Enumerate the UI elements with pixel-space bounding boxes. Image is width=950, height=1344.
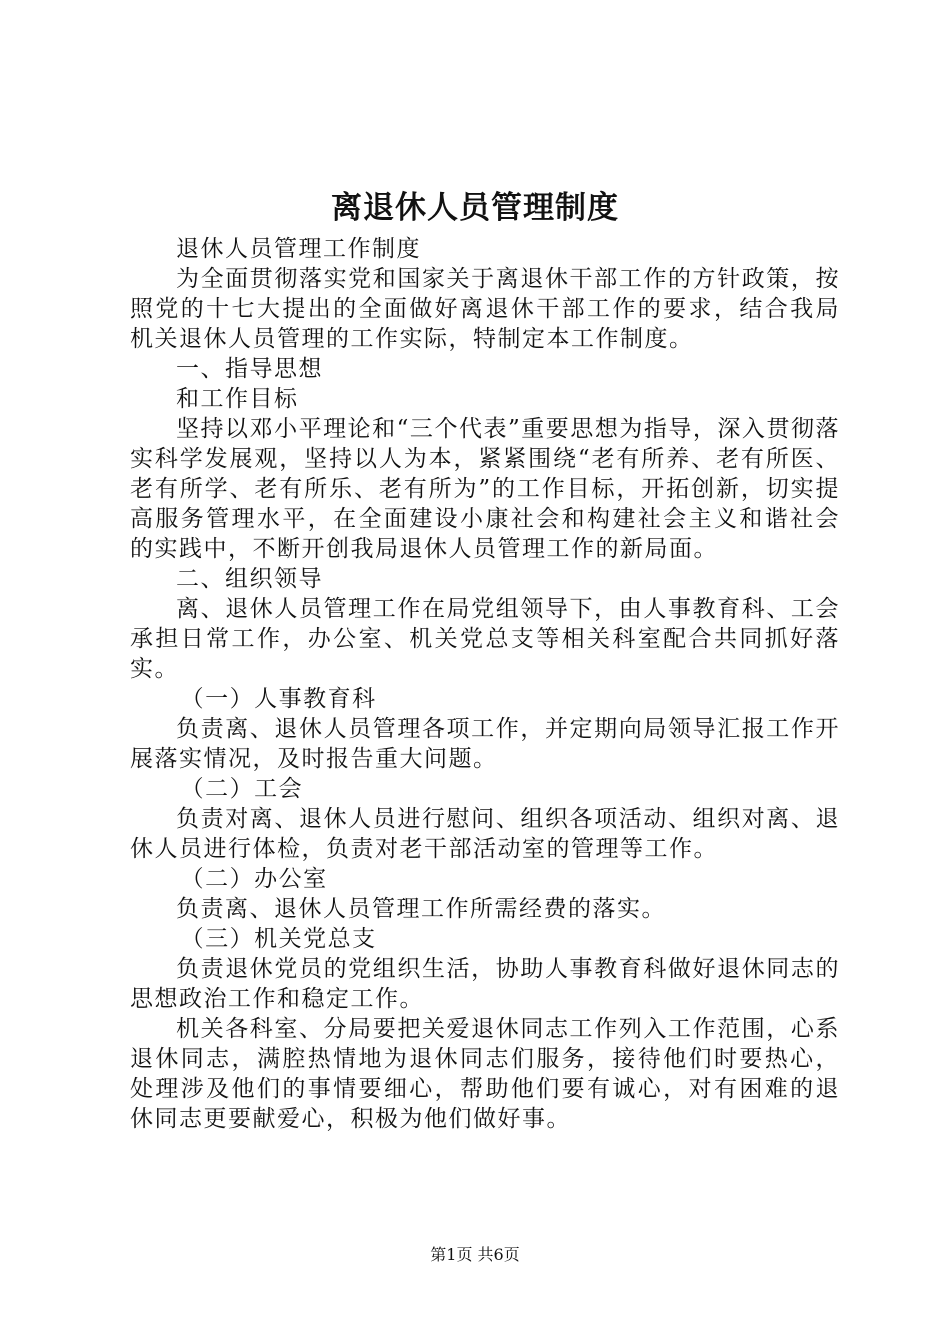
paragraph-office: 负责离、退休人员管理工作所需经费的落实。 [176, 896, 666, 922]
paragraph-hr: 负责离、退休人员管理各项工作，并定期向局领导汇报工作开展落实情况，及时报告重大问题。 [130, 716, 840, 772]
document-title: 离退休人员管理制度 [331, 190, 619, 226]
paragraph-organization: 离、退休人员管理工作在局党组领导下，由人事教育科、工会承担日常工作，办公室、机关党总支等相关科室配合共同抓好落实。 [130, 596, 840, 682]
section-heading-1-cont: 和工作目标 [176, 386, 299, 412]
subheading-party-branch: （三）机关党总支 [180, 926, 377, 952]
paragraph-guiding-thought: 坚持以邓小平理论和“三个代表”重要思想为指导，深入贯彻落实科学发展观，坚持以人为本，紧紧围绕“老有所养、老有所医、老有所学、老有所乐、老有所为”的工作目标，开拓创新，切实提高服务管理水平，在全面建设小康社会和构建社会主义和谐社会的实践中，不断开创我局退休人员管理工作的新局面。 [130, 416, 840, 562]
subheading-union: （二）工会 [180, 776, 304, 802]
paragraph-union: 负责对离、退休人员进行慰问、组织各项活动、组织对离、退休人员进行体检，负责对老干部活动室的管理等工作。 [130, 806, 840, 862]
document-body [130, 234, 840, 1134]
paragraph-party-branch: 负责退休党员的党组织生活，协助人事教育科做好退休同志的思想政治工作和稳定工作。 [130, 956, 840, 1012]
page-footer: 第1页 共6页 [430, 1245, 520, 1264]
paragraph-subtitle: 退休人员管理工作制度 [176, 236, 421, 262]
section-heading-1: 一、指导思想 [176, 356, 323, 382]
paragraph-intro: 为全面贯彻落实党和国家关于离退休干部工作的方针政策，按照党的十七大提出的全面做好离退休干部工作的要求，结合我局机关退休人员管理的工作实际，特制定本工作制度。 [130, 266, 840, 352]
paragraph-closing: 机关各科室、分局要把关爱退休同志工作列入工作范围，心系退休同志，满腔热情地为退休同志们服务，接待他们时要热心，处理涉及他们的事情要细心，帮助他们要有诚心，对有困难的退休同志更要献爱心，积极为他们做好事。 [130, 1016, 840, 1132]
section-heading-2: 二、组织领导 [176, 566, 323, 592]
subheading-office: （二）办公室 [180, 866, 328, 892]
subheading-hr: （一）人事教育科 [180, 686, 377, 712]
